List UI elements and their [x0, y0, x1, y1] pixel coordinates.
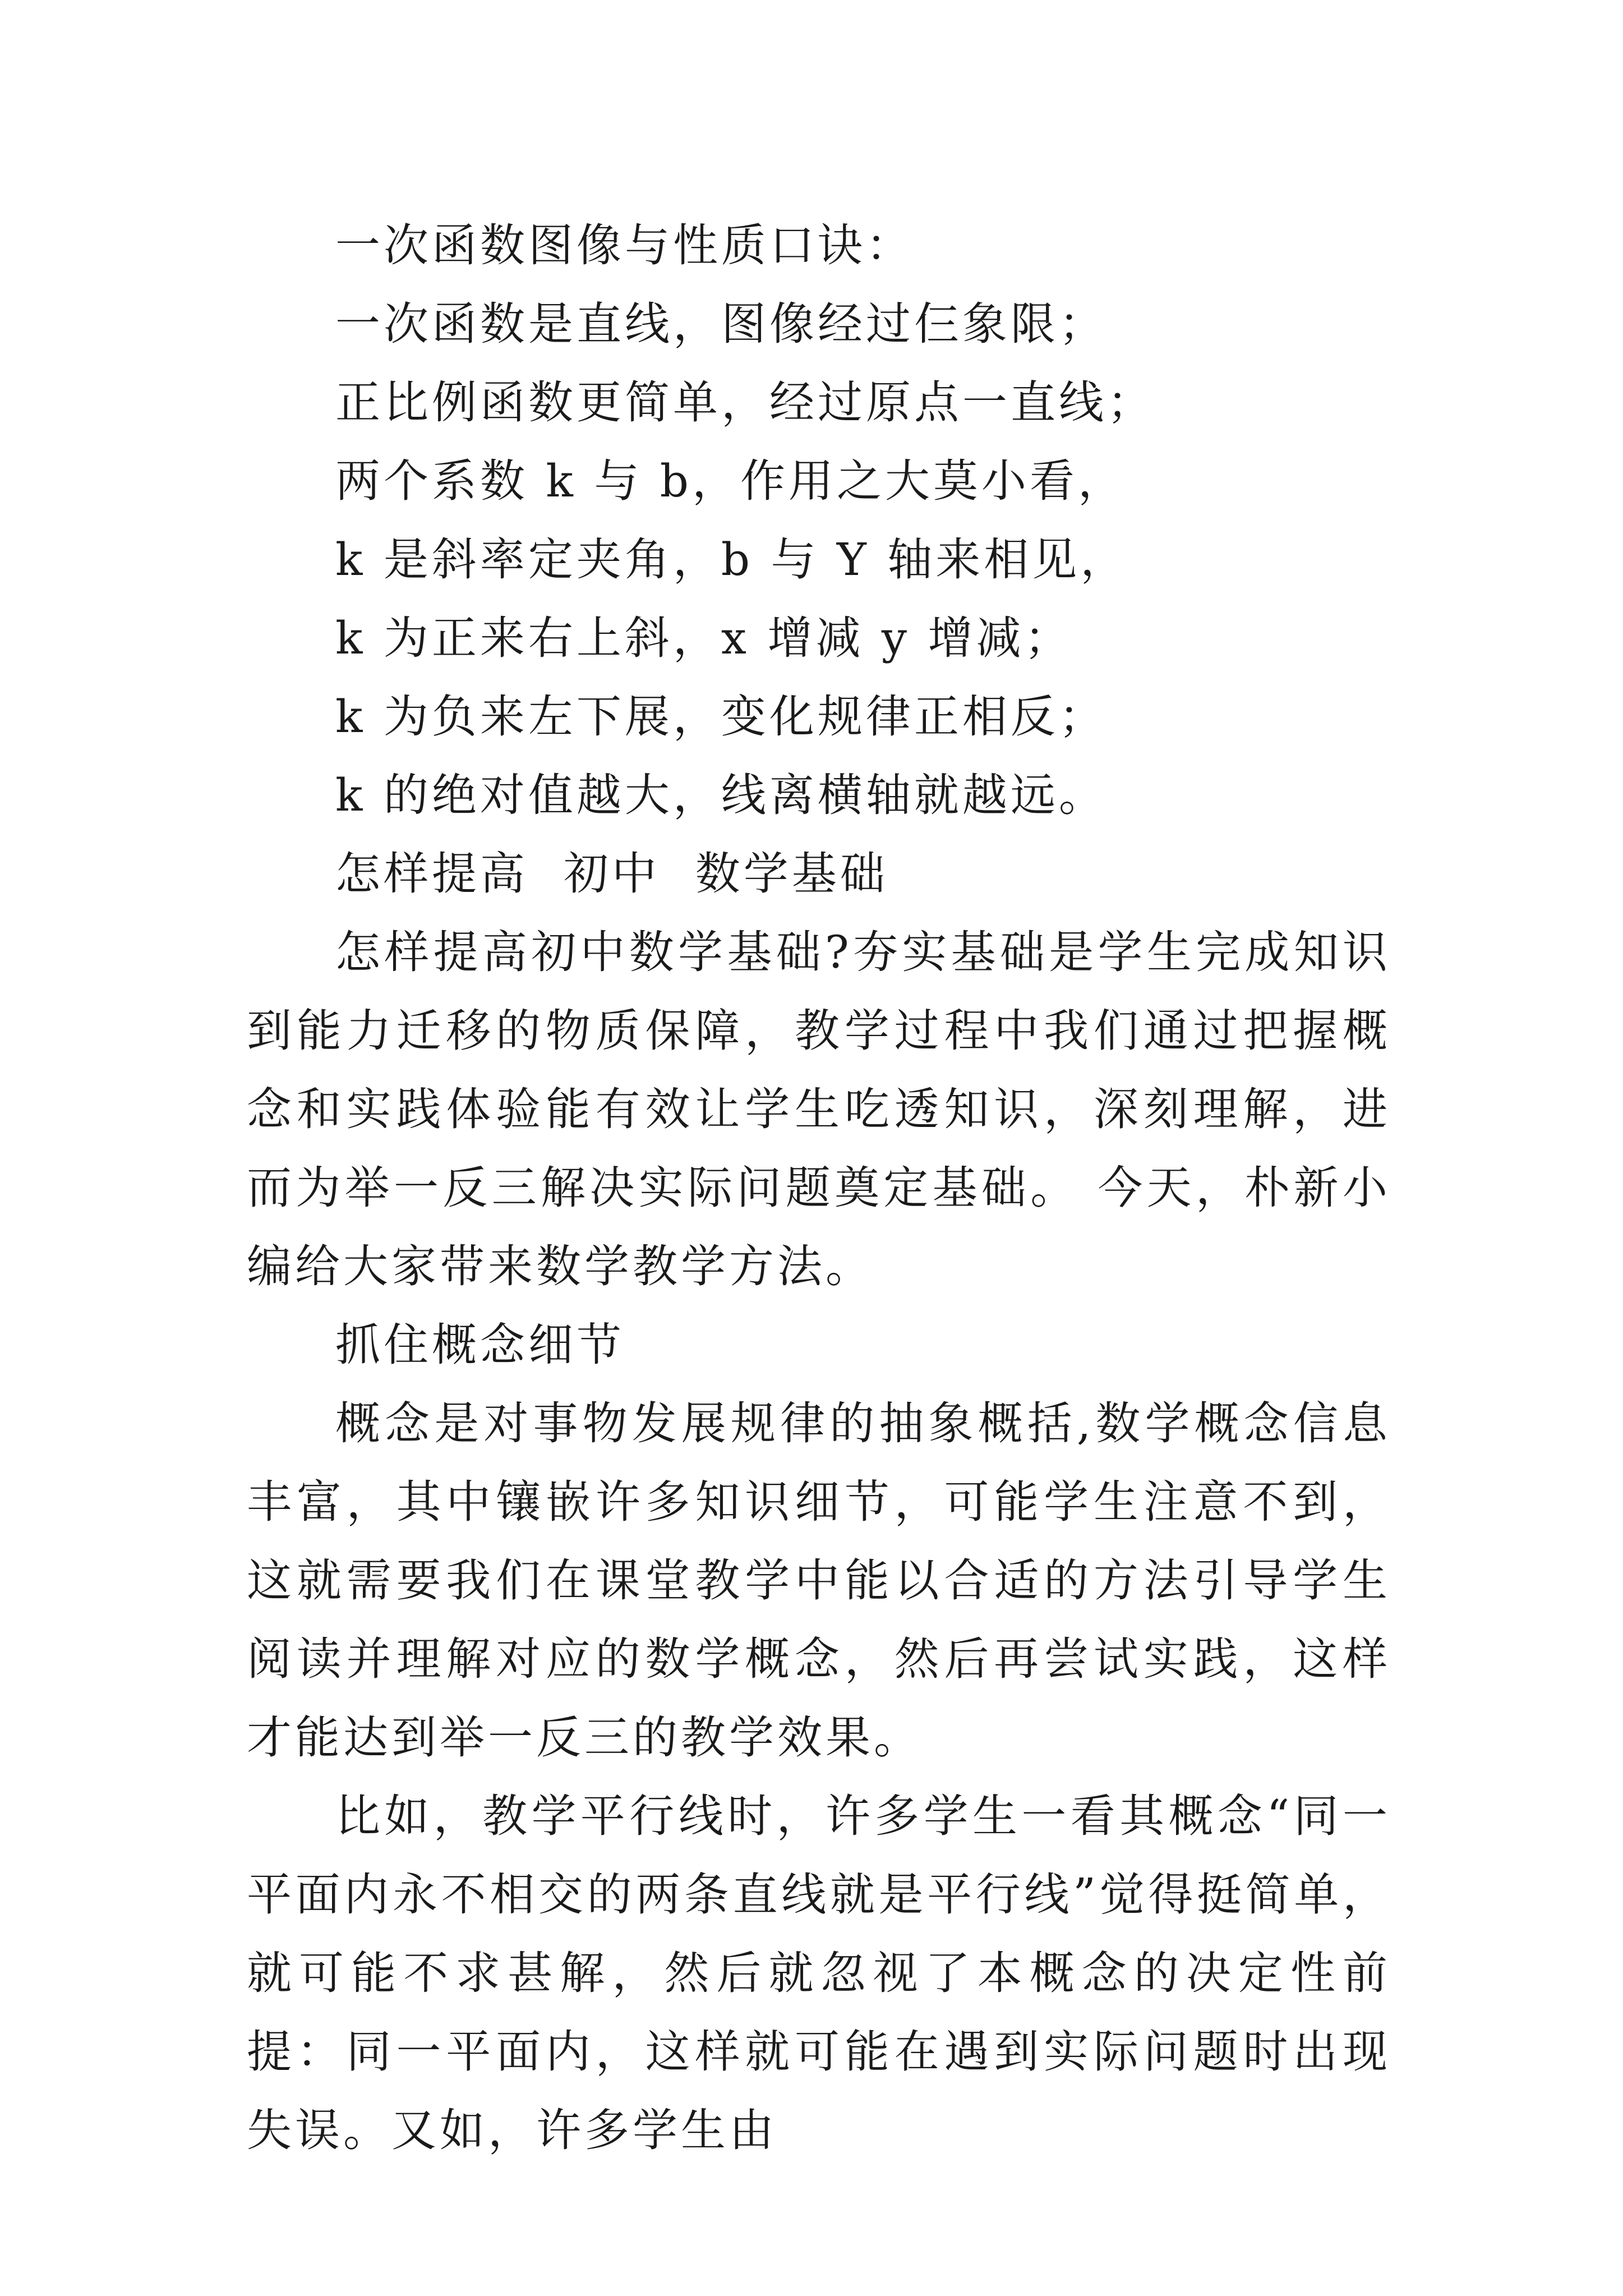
subheading: 抓住概念细节 [335, 1319, 625, 1371]
poem-title: 一次函数图像与性质口诀： [335, 219, 914, 272]
poem-line: k 的绝对值越大，线离横轴就越远。 [335, 769, 1107, 821]
poem-line: k 是斜率定夹角，b 与 Y 轴来相见， [335, 533, 1129, 586]
poem-line: k 为正来右上斜，x 增减 y 增减； [335, 612, 1073, 664]
intro-paragraph: 怎样提高初中数学基础?夯实基础是学生完成知识到能力迁移的物质保障，教学过程中我们通过把握概念和实践体验能有效让学生吃透知识，深刻理解，进而为举一反三解决实际问题奠定基础。 今天，朴新小编给大家带来数学教学方法。 [247, 926, 1391, 1292]
poem-line: 正比例函数更简单，经过原点一直线； [335, 376, 1155, 429]
body-paragraph: 概念是对事物发展规律的抽象概括,数学概念信息丰富，其中镶嵌许多知识细节，可能学生注意不到，这就需要我们在课堂教学中能以合适的方法引导学生阅读并理解对应的数学概念，然后再尝试实践，这样才能达到举一反三的教学效果。 [247, 1397, 1391, 1764]
poem-line: 两个系数 k 与 b，作用之大莫小看， [335, 455, 1126, 507]
poem-line: k 为负来左下展，变化规律正相反； [335, 691, 1107, 743]
body-paragraph: 比如，教学平行线时，许多学生一看其概念“同一平面内永不相交的两条直线就是平行线”觉得挺简单，就可能不求甚解，然后就忽视了本概念的决定性前提：同一平面内，这样就可能在遇到实际问题时出现失误。又如，许多学生由 [247, 1790, 1391, 2156]
poem-line: 一次函数是直线，图像经过仨象限； [335, 298, 1107, 350]
document-body [247, 206, 1391, 2170]
section-heading: 怎样提高 初中 数学基础 [335, 848, 888, 900]
